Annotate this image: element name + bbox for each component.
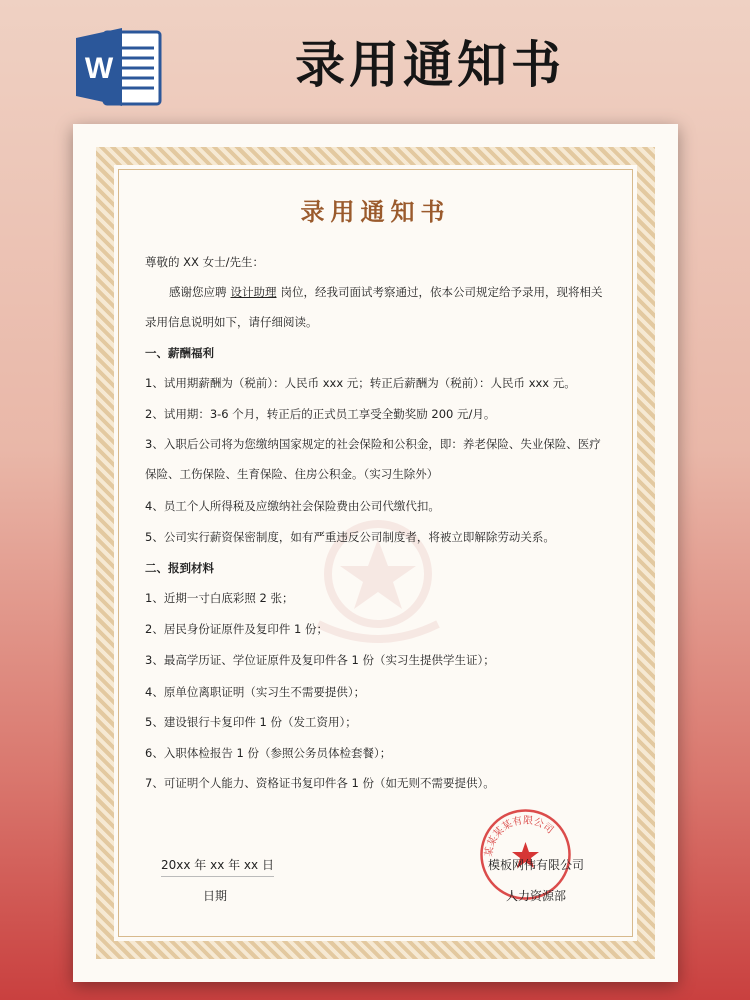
header-title: 录用通知书: [295, 36, 565, 94]
position-name: 设计助理: [230, 285, 277, 299]
date-value: 20xx 年 xx 年 xx 日: [161, 858, 274, 877]
list-item: 5、建设银行卡复印件 1 份（发工资用）；: [145, 715, 357, 729]
list-item: 3、最高学历证、学位证原件及复印件各 1 份（实习生提供学生证）；: [145, 653, 495, 667]
document-title: 录用通知书: [300, 198, 451, 226]
intro-line-2: 录用信息说明如下，请仔细阅读。: [145, 315, 318, 329]
list-item: 7、可证明个人能力、资格证书复印件各 1 份（如无则不需要提供）。: [145, 776, 495, 790]
date-label: 日期: [203, 889, 228, 903]
list-item: 6、入职体检报告 1 份（参照公务员体检套餐）；: [145, 746, 392, 760]
document-page: [73, 124, 678, 982]
department-name: 人力资源部: [506, 889, 567, 903]
list-item: 1、近期一寸白底彩照 2 张；: [145, 591, 294, 605]
list-item: 3、入职后公司将为您缴纳国家规定的社会保险和公积金，即：养老保险、失业保险、医疗: [145, 437, 601, 451]
list-item: 1、试用期薪酬为（税前）：人民币 xxx 元；转正后薪酬为（税前）：人民币 xxx 元。: [145, 376, 576, 390]
company-name: 模板网伟有限公司: [488, 858, 585, 872]
stamp-text: 某某某某有限公司: [483, 815, 556, 858]
list-item: 保险、工伤保险、生育保险、住房公积金。（实习生除外）: [145, 467, 439, 481]
date-field: [161, 856, 274, 873]
greeting: 尊敬的 XX 女士/先生：: [145, 255, 264, 269]
section-heading-salary: 一、薪酬福利: [145, 346, 214, 360]
intro-paragraph: [169, 284, 603, 300]
svg-text:某某某某有限公司: [482, 813, 556, 857]
list-item: 2、试用期：3-6 个月，转正后的正式员工享受全勤奖励 200 元/月。: [145, 407, 496, 421]
word-icon-letter: W: [84, 52, 114, 85]
intro-prefix: 感谢您应聘: [169, 285, 227, 299]
list-item: 4、员工个人所得税及应缴纳社会保险费由公司代缴代扣。: [145, 499, 440, 513]
section-heading-materials: 二、报到材料: [145, 561, 214, 575]
list-item: 4、原单位离职证明（实习生不需要提供）；: [145, 685, 366, 699]
word-app-icon: [74, 24, 164, 110]
list-item: 5、公司实行薪资保密制度，如有严重违反公司制度者，将被立即解除劳动关系。: [145, 530, 555, 544]
list-item: 2、居民身份证原件及复印件 1 份；: [145, 622, 328, 636]
header-bar: [0, 0, 750, 120]
intro-suffix: 岗位，经我司面试考察通过，依本公司规定给予录用，现将相关: [280, 285, 603, 299]
